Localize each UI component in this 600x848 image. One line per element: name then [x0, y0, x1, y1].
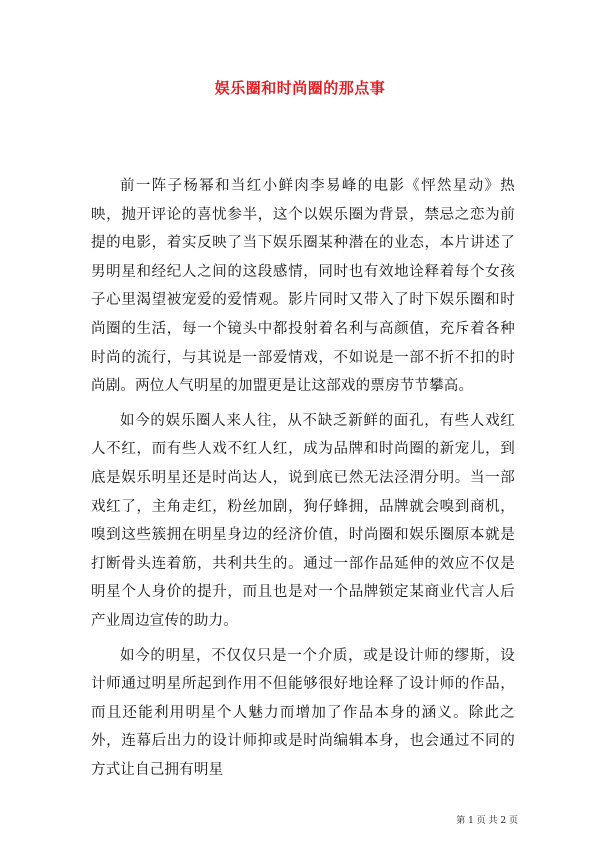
paragraph-3: 如今的明星，不仅仅只是一个介质，或是设计师的缪斯，设计师通过明星所起到作用不但能够很好地诠释了设计师的作品，而且还能利用明星个人魅力而增加了作品本身的涵义。除此之外，连幕后出力的设计师抑或是时尚编辑本身，也会通过不同的方式让自己拥有明星 — [91, 647, 515, 778]
document-body — [91, 172, 515, 784]
page-number-footer: 第 1 页 共 2 页 — [456, 816, 518, 826]
paragraph-2: 如今的娱乐圈人来人往，从不缺乏新鲜的面孔，有些人戏红人不红，而有些人戏不红人红，成为品牌和时尚圈的新宠儿，到底是娱乐明星还是时尚达人，说到底已然无法泾渭分明。当一部戏红了，主角走红，粉丝加剧，狗仔蜂拥，品牌就会嗅到商机，嗅到这些簇拥在明星身边的经济价值，时尚圈和娱乐圈原本就是打断骨头连着筋，共利共生的。通过一部作品延伸的效应不仅是明星个人身价的提升，而且也是对一个品牌锁定某商业代言人后产业周边宣传的助力。 — [91, 412, 515, 629]
paragraph-1: 前一阵子杨幂和当红小鲜肉李易峰的电影《怦然星动》热映，抛开评论的喜忧参半，这个以娱乐圈为背景，禁忌之恋为前提的电影，着实反映了当下娱乐圈某种潜在的业态，本片讲述了男明星和经纪人之间的这段感情，同时也有效地诠释着每个女孩子心里渴望被宠爱的爱情观。影片同时又带入了时下娱乐圈和时尚圈的生活，每一个镜头中都投射着名利与高颜值，充斥着各种时尚的流行，与其说是一部爱情戏，不如说是一部不折不扣的时尚剧。两位人气明星的加盟更是让这部戏的票房节节攀高。 — [91, 178, 515, 395]
document-title: 娱乐圈和时尚圈的那点事 — [214, 79, 386, 97]
